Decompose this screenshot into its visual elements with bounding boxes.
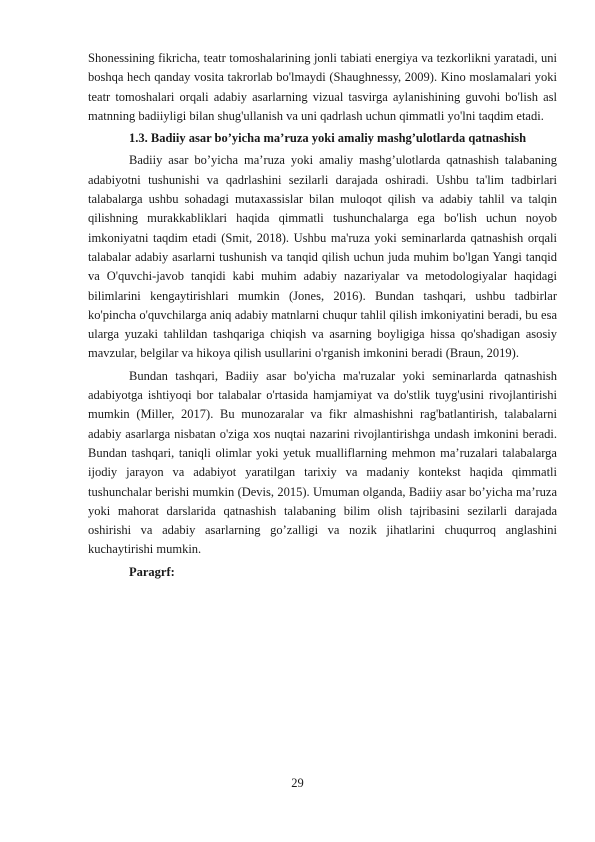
page-number: 29 <box>291 776 304 790</box>
intro-paragraph: Shonessining fikricha, teatr tomoshalarining jonli tabiati energiya va tezkorlikni yaratadi, uni boshqa hech qanday vosita takrorlab bo'lmaydi (Shaughnessy, 2009). Kino moslamalari yoki teatr tomoshalari orqali adabiy asarlarning vizual tasvirga aylanishining guvohi bo'lish asl matnning badiiyligi bilan shug'ullanish va uni qadrlash uchun qimmatli yo'lni taqdim etadi. <box>88 51 557 123</box>
paragraph-subheading: Paragrf: <box>129 564 175 579</box>
body-paragraph-1: Badiiy asar bo’yicha ma’ruza yoki amaliy mashg’ulotlarda qatnashish talabaning adabiyotni tushunishi va qadrlashini sezilarli darajada oshiradi. Ushbu ta'lim tadbirlari talabalarga ushbu sohadagi mutaxassislar bilan muloqot qilish va adabiy tahlil va talqin qilishning murakkabliklari haqida qimmatli tushunchalarga ega bo'lish uchun noyob imkoniyatni taqdim etadi (Smit, 2018). Ushbu ma'ruza yoki seminarlarda qatnashish orqali talabalar adabiy asarlarni tushunish va tanqid qilish uchun juda muhim bo'lgan Yangi tanqid va O'quvchi-javob tanqidi kabi muhim adabiy nazariyalar va metodologiyalar haqidagi bilimlarini kengaytirishlari mumkin (Jones, 2016). Bundan tashqari, ushbu tadbirlar ko'pincha o'quvchilarga aniq adabiy matnlarni chuqur tahlil qilish imkoniyatini beradi, bu esa ularga yuzaki tahlildan tashqariga chiqish va asarning boyligiga hissa qo'shadigan asosiy mavzular, belgilar va hikoya qilish usullarini o'rganish imkonini beradi (Braun, 2019). <box>88 153 557 361</box>
body-paragraph-2: Bundan tashqari, Badiiy asar bo'yicha ma'ruzalar yoki seminarlarda qatnashish adabiyotga ishtiyoqi bor talabalar o'rtasida hamjamiyat va do'stlik tuyg'usini rivojlantirishi mumkin (Miller, 2017). Bu munozaralar va fikr almashishni rag'batlantirish, talabalarni adabiy asarlarga nisbatan o'ziga xos nuqtai nazarini rivojlantirishga undash imkonini beradi. Bundan tashqari, taniqli olimlar yoki yetuk mualliflarning mehmon ma’ruzalari talabalarga ijodiy jarayon va adabiyot yaratilgan tarixiy va madaniy kontekst haqida qimmatli tushunchalar berishi mumkin (Devis, 2015). Umuman olganda, Badiiy asar bo’yicha ma’ruza yoki mahorat darslarida qatnashish talabaning bilim olish tajribasini sezilarli darajada oshirishi va adabiy asarlarning go’zalligi va nozik jihatlarini chuqurroq anglashini kuchaytirishi mumkin. <box>88 368 557 557</box>
section-heading: 1.3. Badiiy asar bo’yicha ma’ruza yoki amaliy mashg’ulotlarda qatnashish <box>129 131 527 146</box>
document-page <box>88 49 557 582</box>
